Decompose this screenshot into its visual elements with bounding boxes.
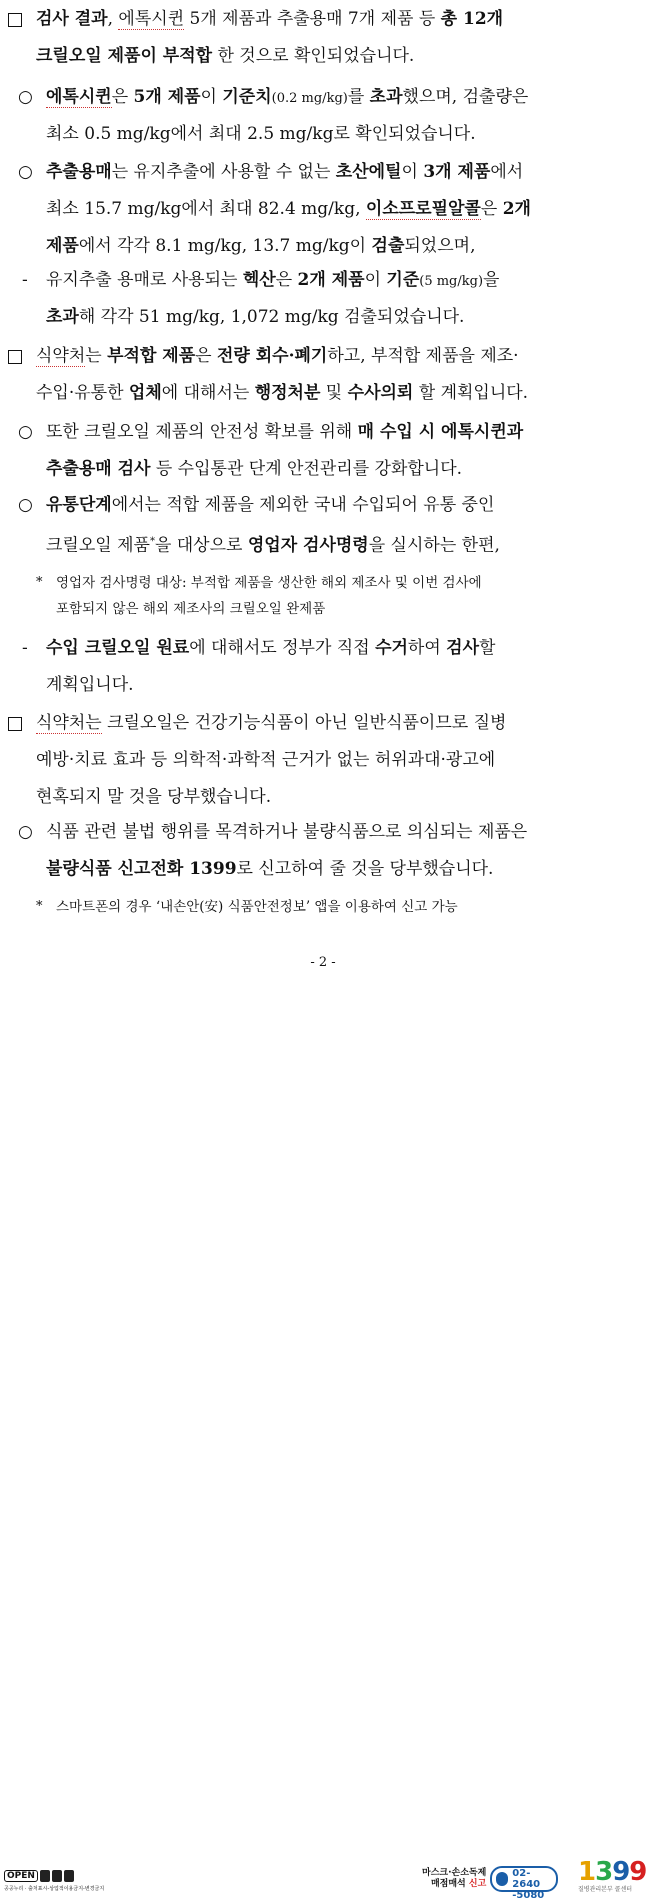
text-run: 에서 각각 8.1 mg/kg, 13.7 mg/kg이 <box>78 236 372 256</box>
text-run: 을 대상으로 <box>154 535 248 556</box>
text-line <box>46 269 499 293</box>
text-line <box>36 8 503 30</box>
text-run: 크릴오일 제품 <box>46 535 150 556</box>
text-run: 및 <box>320 383 348 403</box>
text-run: 은 <box>480 199 503 219</box>
circle-bullet-icon: ○ <box>18 495 33 515</box>
text-line <box>36 345 519 367</box>
text-run: 은 <box>195 346 217 366</box>
text-run: 해 각각 51 mg/kg, 1,072 mg/kg 검출되었습니다. <box>78 307 465 327</box>
text-run: 기준 <box>386 270 420 290</box>
text-line <box>56 572 482 594</box>
text-run: 한 것으로 확인되었습니다. <box>212 46 415 66</box>
report-line-2b: 신고 <box>468 1879 487 1889</box>
text-line <box>46 123 476 145</box>
text-run: 에톡시퀸 <box>118 9 185 29</box>
text-run: 이 <box>401 162 424 182</box>
text-line <box>36 382 528 404</box>
text-run: 헥산 <box>242 270 276 290</box>
text-run: 예방·치료 효과 등 의학적·과학적 근거가 없는 허위과대·광고에 <box>36 750 496 770</box>
text-run: 을 실시하는 한편, <box>368 535 500 556</box>
text-run: 에톡시퀸 <box>46 87 112 107</box>
text-line <box>46 637 495 659</box>
license-icon <box>64 1870 74 1882</box>
checkbox-bullet-icon <box>8 350 22 364</box>
text-run: 했으며, 검출량은 <box>402 87 529 107</box>
text-run: 5개 제품과 추출용매 7개 제품 등 <box>184 9 441 29</box>
text-run: 행정처분 <box>254 383 321 403</box>
text-line <box>46 674 134 696</box>
text-run: 로 신고하여 줄 것을 당부했습니다. <box>236 859 494 879</box>
text-run: 할 <box>479 638 496 658</box>
hotline-logo <box>578 1858 646 1894</box>
text-run: 수입·유통한 <box>36 383 129 403</box>
text-run: 는 유지추출에 사용할 수 없는 <box>111 162 336 182</box>
text-run: 을 <box>483 270 500 290</box>
circle-bullet-icon: ○ <box>18 422 33 442</box>
hotline-number <box>578 1857 646 1887</box>
license-icon <box>40 1870 50 1882</box>
text-run: 업체 <box>128 383 162 403</box>
hotline-digit: 9 <box>612 1857 630 1887</box>
text-run: 수사의뢰 <box>347 383 414 403</box>
open-license-logo <box>4 1870 105 1892</box>
text-line <box>46 198 531 220</box>
circle-bullet-icon: ○ <box>18 822 33 842</box>
text-line <box>46 458 462 480</box>
text-run: 은 <box>111 87 134 107</box>
text-run: 유지추출 용매로 사용되는 <box>46 270 243 290</box>
text-run: 부적합 제품 <box>107 346 196 366</box>
text-line <box>56 896 458 918</box>
text-run: 이 <box>200 87 223 107</box>
text-line <box>36 45 414 67</box>
hotline-digit: 1 <box>578 1857 596 1887</box>
text-run: 5개 제품 <box>133 87 201 107</box>
text-run: 수입 크릴오일 원료 <box>46 638 190 658</box>
text-run: 현혹되지 말 것을 당부했습니다. <box>36 787 272 807</box>
text-run: 총 12개 <box>440 9 504 29</box>
text-run: 스마트폰의 경우 ‘내손안(安) 식품안전정보’ 앱을 이용하여 신고 가능 <box>56 899 458 915</box>
text-run: 3개 제품 <box>423 162 491 182</box>
text-line <box>46 306 464 328</box>
text-run: 에서 <box>490 162 524 182</box>
report-phone <box>490 1866 558 1901</box>
text-line <box>46 821 527 843</box>
text-run: 추출용매 검사 <box>46 459 151 479</box>
text-run: 를 <box>347 87 370 107</box>
report-line-2a: 매점매석 <box>430 1879 469 1889</box>
text-run: 최소 0.5 mg/kg에서 최대 2.5 mg/kg로 확인되었습니다. <box>46 124 476 144</box>
text-run: 검사 결과 <box>36 9 108 29</box>
text-run: 되었으며, <box>404 236 476 256</box>
text-line <box>46 235 475 257</box>
text-line <box>36 786 271 808</box>
text-run: 영업자 검사명령 대상: 부적합 제품을 생산한 해외 제조사 및 이번 검사에 <box>56 575 482 591</box>
report-phone-1: 02-2640 <box>512 1868 541 1890</box>
text-run: 는 <box>85 346 108 366</box>
checkbox-bullet-icon <box>8 717 22 731</box>
text-run: 검출 <box>371 236 405 256</box>
text-run: 또한 크릴오일 제품의 안전성 확보를 위해 <box>46 422 358 442</box>
text-run: 매 수입 시 에톡시퀸과 <box>357 422 524 442</box>
text-run: 수거 <box>375 638 408 658</box>
text-run: 검사 <box>446 638 480 658</box>
text-run: 2개 제품 <box>297 270 365 290</box>
circle-bullet-icon: ○ <box>18 87 33 107</box>
text-run: , <box>107 9 119 29</box>
checkbox-bullet-icon <box>8 13 22 27</box>
phone-icon <box>496 1872 508 1886</box>
text-line <box>46 161 523 183</box>
text-run: (5 mg/kg) <box>419 274 484 289</box>
text-line <box>46 531 500 557</box>
text-run: 식품 관련 불법 행위를 목격하거나 불량식품으로 의심되는 제품은 <box>46 822 528 842</box>
text-run: (0.2 mg/kg) <box>271 91 348 106</box>
license-icon <box>52 1870 62 1882</box>
text-run: 이소프로필알콜 <box>365 199 481 219</box>
text-line <box>36 749 495 771</box>
text-line <box>56 598 325 620</box>
text-run: 초과 <box>369 87 403 107</box>
hotline-digit: 9 <box>629 1857 646 1887</box>
text-run: 기준치 <box>222 87 272 107</box>
text-run: 식약처 <box>36 346 86 366</box>
report-line-1: 마스크·손소독제 <box>422 1868 487 1878</box>
text-run: 2개 <box>502 199 531 219</box>
dash-bullet-icon: - <box>22 638 28 658</box>
text-line <box>46 421 523 443</box>
text-run: 하고, 부적합 제품을 제조· <box>327 346 519 366</box>
text-run: 초산에틸 <box>335 162 402 182</box>
text-run: 최소 15.7 mg/kg에서 최대 82.4 mg/kg, <box>46 199 366 219</box>
text-run: 포함되지 않은 해외 제조사의 크릴오일 완제품 <box>56 601 326 617</box>
page-number: - 2 - <box>310 955 336 970</box>
text-run: * <box>149 536 155 547</box>
text-line <box>46 858 493 880</box>
text-run: 은 <box>275 270 298 290</box>
text-run: 불량식품 신고전화 1399 <box>46 859 237 879</box>
text-line <box>46 86 528 110</box>
text-run: 이 <box>364 270 387 290</box>
text-run: 전량 회수·폐기 <box>216 346 328 366</box>
text-run: 초과 <box>46 307 79 327</box>
text-run: 유통단계 <box>46 495 112 515</box>
open-license-sub: 공공누리 · 출처표시-상업적이용금지-변경금지 <box>4 1886 105 1892</box>
text-run: 계획입니다. <box>46 675 134 695</box>
text-run: 하여 <box>407 638 447 658</box>
text-run: 등 수입통관 단계 안전관리를 강화합니다. <box>150 459 463 479</box>
text-line <box>46 494 494 516</box>
hotline-digit: 3 <box>595 1857 613 1887</box>
text-run: 크릴오일은 건강기능식품이 아닌 일반식품이므로 질병 <box>101 713 507 733</box>
report-phone-2: -5080 <box>512 1890 545 1901</box>
hotline-sub: 질병관리본부 콜센터 <box>578 1886 633 1893</box>
open-license-label: OPEN <box>4 1870 38 1882</box>
dash-bullet-icon: - <box>22 270 28 290</box>
text-run: 할 계획입니다. <box>413 383 529 403</box>
asterisk-note-icon: * <box>36 899 43 914</box>
asterisk-note-icon: * <box>36 575 43 590</box>
text-run: 에 대해서는 <box>161 383 255 403</box>
text-run: 에 대해서도 정부가 직접 <box>189 638 376 658</box>
circle-bullet-icon: ○ <box>18 162 33 182</box>
text-run: 에서는 적합 제품을 제외한 국내 수입되어 유통 중인 <box>111 495 495 515</box>
text-run: 영업자 검사명령 <box>247 535 369 556</box>
text-run: 제품 <box>46 236 79 256</box>
text-run: 식약처는 <box>36 713 102 733</box>
text-run: 추출용매 <box>46 162 112 182</box>
text-run: 크릴오일 제품이 부적합 <box>36 46 213 66</box>
text-line <box>36 712 506 734</box>
hoarding-report-badge <box>422 1866 558 1901</box>
